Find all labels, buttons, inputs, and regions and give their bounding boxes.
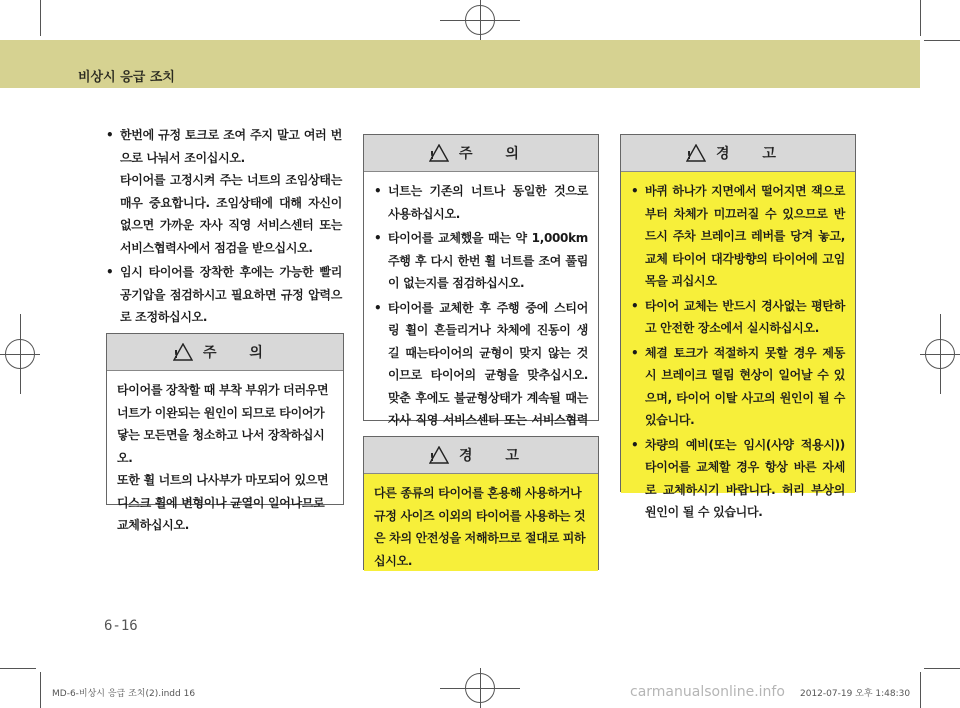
caution-title: 주 의 (203, 345, 277, 361)
warning-triangle-icon (173, 343, 193, 361)
svg-text:!: ! (429, 149, 449, 162)
crop-line (920, 672, 921, 708)
list-item: • 바퀴 하나가 지면에서 떨어지면 잭으로부터 차체가 미끄러질 수 있으므로 반드시 주차 브레이크 레버를 당겨 놓고, 교체 타이어 대각방향의 타이어에 고임목을 괴십시오 (631, 180, 845, 293)
list-item: • 너트는 기존의 너트나 동일한 것으로 사용하십시오. (374, 180, 588, 225)
list-item: • 타이어를 교체한 후 주행 중에 스티어링 휠이 흔들리거나 차체에 진동이 생길 때는타이어의 균형이 맞지 않는 것이므로 타이어의 균형을 맞추십시오. 맞춘 후에도 불균형상태가 계속될 때는 자사 직영 서비스센터 또는 서비스협력 (374, 297, 588, 455)
registration-mark-icon (5, 339, 35, 369)
registration-mark-icon (465, 5, 495, 35)
warning-box-header (621, 135, 855, 172)
bullet-text: 임시 타이어를 장착한 후에는 가능한 빨리 공기압을 점검하시고 필요하면 규정 압력으로 조정하십시오. (120, 265, 342, 324)
caution-box-left (106, 333, 344, 532)
caution-box-body (364, 172, 598, 464)
list-item (106, 124, 342, 259)
crop-line (924, 668, 960, 669)
page-number: 6-16 (104, 618, 138, 634)
crop-line (40, 672, 41, 708)
registration-mark-icon (465, 673, 495, 703)
caution-box-header (107, 334, 343, 371)
warning-box-header (364, 437, 598, 474)
file-name: MD-6-비상시 응급 조치(2).indd 16 (52, 689, 196, 699)
caution-box-middle (363, 134, 599, 427)
warning-box-body (364, 474, 598, 571)
crop-line (40, 0, 41, 36)
list-item: • 타이어를 교체했을 때는 약 1,000km 주행 후 다시 한번 휠 너트를 조여 풀림이 없는지를 점검하십시오. (374, 227, 588, 295)
crop-line (920, 0, 921, 36)
warning-box-middle (363, 436, 599, 570)
list-item: • 체결 토크가 적절하지 못할 경우 제동시 브레이크 떨림 현상이 일어날 수 있으며, 타이어 이탈 사고의 원인이 될 수있습니다. (631, 342, 845, 432)
watermark: carmanualsonline.info (630, 684, 785, 700)
warning-box-body (621, 172, 855, 519)
warning-title: 경 고 (459, 448, 533, 464)
warning-box-right (620, 134, 856, 519)
warning-text: 다른 종류의 타이어를 혼용해 사용하거나 규정 사이즈 이외의 타이어를 사용하는 것은 차의 안전성을 저해하므로 절대로 피하십시오. (374, 486, 586, 568)
section-title: 비상시 응급 조치 (78, 70, 175, 85)
caution-box-header (364, 135, 598, 172)
warning-bullet-list (631, 180, 845, 524)
registration-mark-icon (925, 339, 955, 369)
caution-bullet-list (374, 180, 588, 454)
list-item: • 타이어 교체는 반드시 경사없는 평탄하고 안전한 장소에서 실시하십시오. (631, 295, 845, 340)
crop-line (0, 668, 36, 669)
bullet-text: 한번에 규정 토크로 조여 주지 말고 여러 번으로 나눠서 조이십시오. (120, 128, 342, 165)
bullet-continuation: 타이어를 고정시켜 주는 너트의 조임상태는 매우 중요합니다. 조임상태에 대해 자신이 없으면 가까운 자사 직영 서비스센터 또는 서비스협력사에서 점검을 받으십시오. (120, 173, 342, 255)
warning-triangle-icon (429, 446, 449, 464)
date-stamp: 2012-07-19 오후 1:48:30 (800, 689, 911, 699)
list-item: • 차량의 예비(또는 임시(사양 적용시)) 타이어를 교체할 경우 항상 바른 자세로 교체하시기 바랍니다. 허리 부상의 원인이 될 수 있습니다. (631, 434, 845, 524)
caution-text: 타이어를 장착할 때 부착 부위가 더러우면 너트가 이완되는 원인이 되므로 타이어가 닿는 모든면을 청소하고 나서 장착하십시오. 또한 휠 너트의 나사부가 마모되어 있으면 디스크 휠에 변형이나 균열이 일어나므로 교체하십시오. (117, 383, 329, 532)
caution-box-body (107, 371, 343, 545)
svg-text:!: ! (429, 451, 449, 464)
caution-title: 주 의 (459, 146, 533, 162)
warning-triangle-icon (686, 144, 706, 162)
crop-line (924, 40, 960, 41)
svg-text:!: ! (173, 348, 193, 361)
warning-title: 경 고 (716, 146, 790, 162)
svg-text:!: ! (686, 149, 706, 162)
warning-triangle-icon (429, 144, 449, 162)
